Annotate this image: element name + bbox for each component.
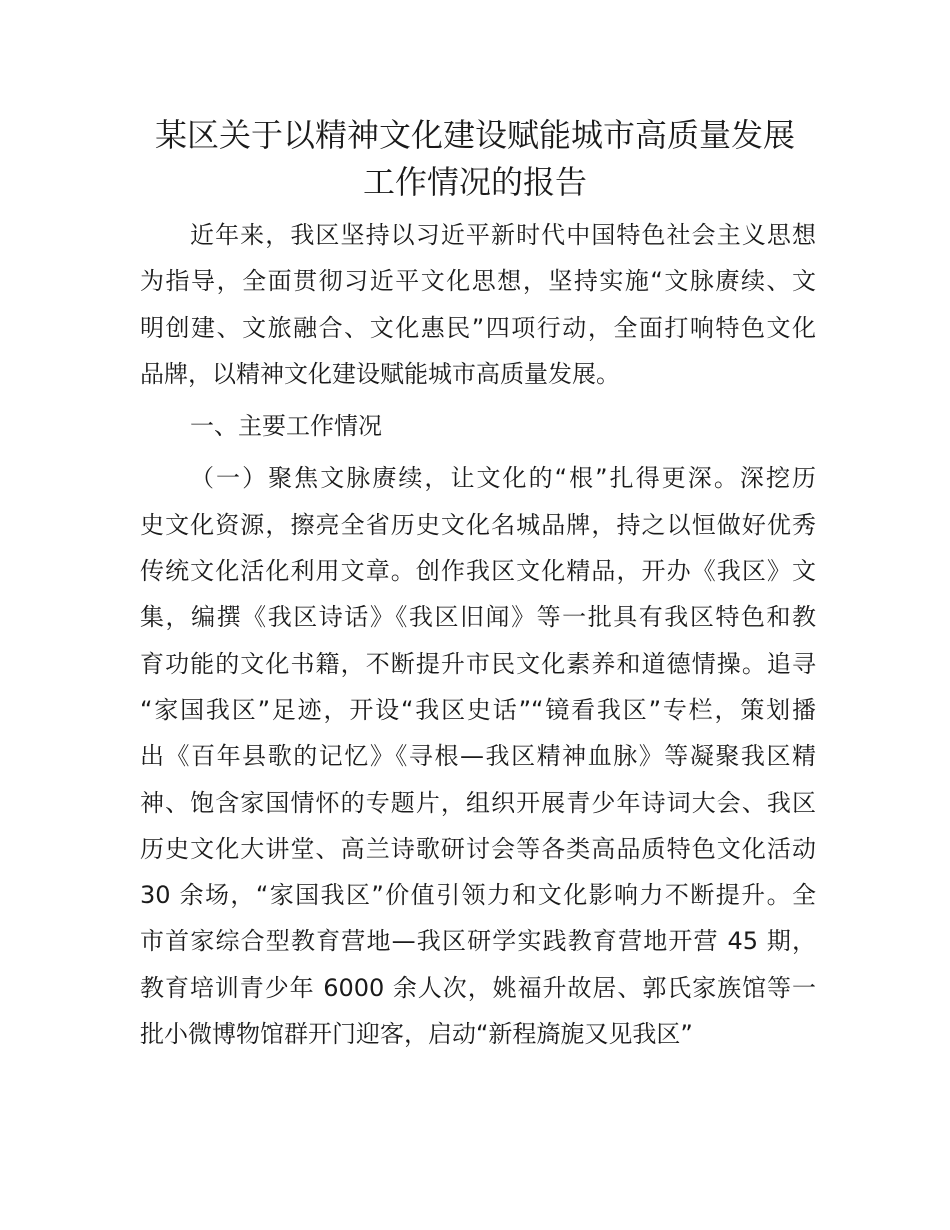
sub-section-line-12: 教育培训青少年 6000 余人次，姚福升故居、郭氏家族馆等一: [140, 973, 816, 1002]
sub-section-line-3: 传统文化活化利用文章。创作我区文化精品，开办《我区》文: [140, 557, 816, 586]
intro-line-3: 明创建、文旅融合、文化惠民”四项行动，全面打响特色文化: [140, 313, 816, 342]
intro-line-4: 品牌，以精神文化建设赋能城市高质量发展。: [140, 359, 620, 388]
document-body: [140, 212, 816, 1057]
sub-section-line-6: “家国我区”足迹，开设“我区史话”“镜看我区”专栏，策划播: [140, 695, 816, 724]
sub-section-line-5: 育功能的文化书籍，不断提升市民文化素养和道德情操。追寻: [140, 649, 816, 678]
sub-section-line-11: 市首家综合型教育营地—我区研学实践教育营地开营 45 期，: [140, 927, 816, 956]
document-title: [100, 112, 850, 206]
sub-section-line-9: 历史文化大讲堂、高兰诗歌研讨会等各类高品质特色文化活动: [140, 834, 816, 863]
intro-line-2: 为指导，全面贯彻习近平文化思想，坚持实施“文脉赓续、文: [140, 267, 816, 296]
section-heading: 一、主要工作情况: [190, 412, 382, 441]
sub-section-line-7: 出《百年县歌的记忆》《寻根—我区精神血脉》等凝聚我区精: [140, 742, 816, 771]
section-heading-block: [140, 403, 816, 449]
sub-section-line-10: 30 余场，“家国我区”价值引领力和文化影响力不断提升。全: [140, 881, 816, 910]
sub-section-line-8: 神、饱含家国情怀的专题片，组织开展青少年诗词大会、我区: [140, 788, 816, 817]
sub-section-line-2: 史文化资源，擦亮全省历史文化名城品牌，持之以恒做好优秀: [140, 510, 816, 539]
title-line-1: 某区关于以精神文化建设赋能城市高质量发展: [154, 116, 795, 154]
title-line-2: 工作情况的报告: [362, 163, 587, 201]
intro-line-1: 近年来，我区坚持以习近平新时代中国特色社会主义思想: [190, 221, 816, 249]
intro-paragraph: [140, 212, 816, 397]
sub-section-paragraph: [140, 455, 816, 1057]
sub-section-line-13: 批小微博物馆群开门迎客，启动“新程旖旎又见我区”: [140, 1020, 693, 1049]
sub-section-line-1: （一）聚焦文脉赓续，让文化的“根”扎得更深。深挖历: [190, 464, 816, 493]
sub-section-line-4: 集，编撰《我区诗话》《我区旧闻》等一批具有我区特色和教: [140, 603, 816, 632]
